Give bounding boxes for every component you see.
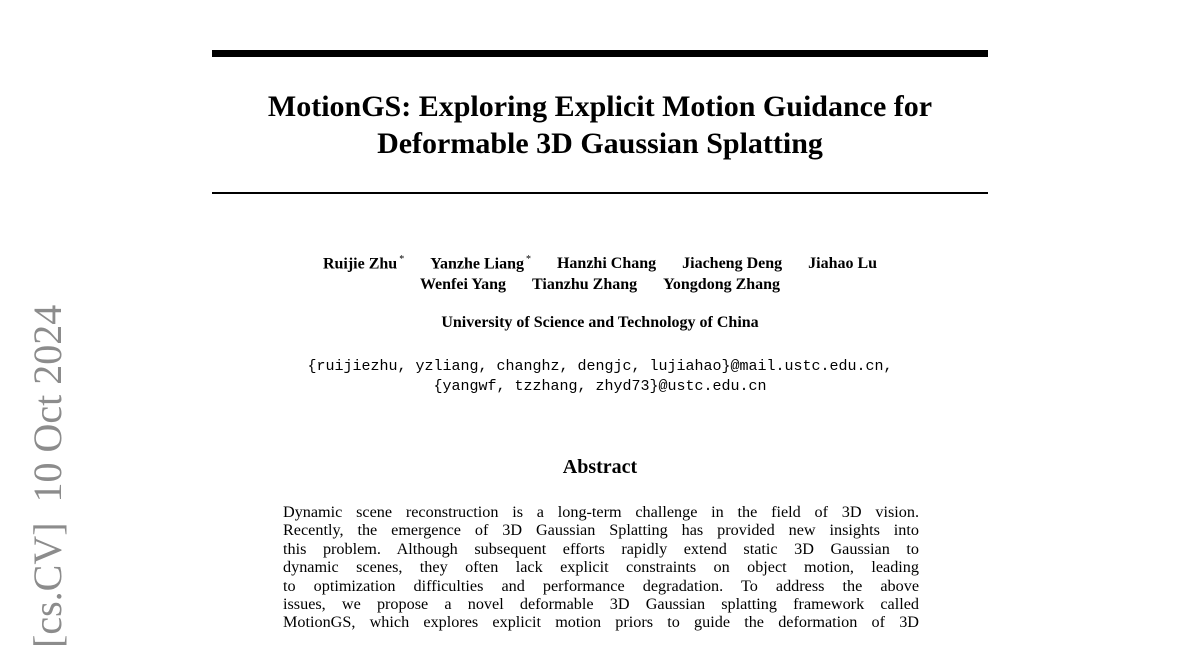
author — [682, 253, 782, 274]
abstract-line: dynamic scenes, they often lack explicit constraints on object motion, leading — [283, 558, 919, 577]
abstract-heading: Abstract — [562, 456, 638, 478]
title-bottom-rule — [212, 192, 988, 194]
author-name: Jiahao Lu — [808, 255, 878, 273]
email-line: {yangwf, tzzhang, zhyd73}@ustc.edu.cn — [433, 378, 767, 395]
affiliation: University of Science and Technology of China — [441, 314, 759, 331]
author-name: Yanzhe Liang — [430, 255, 524, 273]
author — [532, 274, 637, 295]
abstract-line: Recently, the emergence of 3D Gaussian Splatting has provided new insights into — [283, 521, 919, 540]
author — [323, 249, 404, 274]
author-name: Hanzhi Chang — [556, 255, 657, 273]
author — [557, 253, 656, 274]
author-name: Ruijie Zhu — [322, 255, 398, 273]
equal-contribution-mark: * — [525, 254, 531, 265]
author-emails — [200, 357, 1000, 397]
title-line: MotionGS: Exploring Explicit Motion Guidance for — [267, 90, 933, 123]
author-name: Wenfei Yang — [419, 276, 507, 294]
abstract-line: to optimization difficulties and performance degradation. To address the above — [283, 576, 919, 595]
paper-title — [200, 88, 1000, 162]
author-line — [200, 249, 1000, 274]
abstract-line: Dynamic scene reconstruction is a long-term challenge in the field of 3D vision. — [283, 503, 919, 521]
abstract-line: this problem. Although subsequent efforts rapidly extend static 3D Gaussian to — [283, 539, 919, 558]
email-line: {ruijiezhu, yzliang, changhz, dengjc, lujiahao}@mail.ustc.edu.cn, — [307, 358, 893, 375]
author — [430, 249, 531, 274]
equal-contribution-mark: * — [399, 254, 405, 265]
author-name: Tianzhu Zhang — [532, 276, 638, 294]
author-list — [200, 249, 1000, 295]
abstract-line: MotionGS, which explores explicit motion priors to guide the deformation of 3D — [283, 613, 919, 632]
abstract-text — [283, 503, 919, 632]
author — [808, 253, 877, 274]
author-name: Jiacheng Deng — [682, 255, 783, 273]
author — [663, 274, 780, 295]
title-top-rule — [212, 50, 988, 57]
author — [420, 274, 506, 295]
arxiv-side-stamp: [cs.CV] 10 Oct 2024 — [25, 304, 70, 648]
author-line — [200, 274, 1000, 295]
author-name: Yongdong Zhang — [663, 276, 781, 294]
title-line: Deformable 3D Gaussian Splatting — [377, 127, 823, 160]
abstract-line: issues, we propose a novel deformable 3D Gaussian splatting framework called — [283, 595, 919, 614]
